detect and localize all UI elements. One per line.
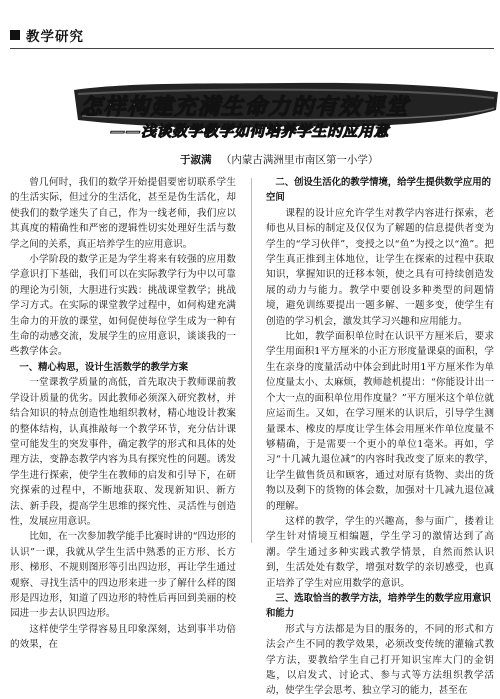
left-column: [10, 175, 236, 653]
paragraph: 一堂课教学质量的高低，首先取决于教师课前教学设计质量的优劣。因此教师必须深入研究教材，并结合知识的特点创造性地组织教材，精心地设计教案的整体结构，认真推敲每一个教学环节，充分估计课堂可能发生的突发事件，确定教学的形式和具体的处理方法，变静态教学内容为具有探究性的问题。诱发学生进行探索，使学生在教师的启发和引导下，在研究探索的过程中，不断地获取、发现新知识、新方法、新手段，提高学生思维的探究性、灵活性与创造性，发展应用意识。: [10, 377, 236, 527]
paragraph: 形式与方法都是为目的服务的，不同的形式和方法会产生不同的教学效果，必须改变传统的灌输式教学方法，要教给学生自己打开知识宝库大门的金钥匙，以启发式、讨论式、参与式等方法组织教学活动，使学生学会思考、独立学习的能力，甚至在: [266, 623, 494, 697]
section-heading: 一、精心构思，设计生活数学的教学方案: [19, 361, 189, 373]
author-name: 于淑满: [180, 154, 212, 166]
author-line: [180, 152, 378, 167]
right-column: [266, 175, 494, 699]
paragraph: 比如，教学面积单位时在认识平方厘米后，要求学生用面积1平方厘米的小正方形度量课桌的面积，学生在亲身的度量活动中体会到此时用1平方厘米作为单位度量太小、太麻烦，教师趁机提出：“你能设计出一个大一点的面积单位用作度量？”平方厘米这个单位就应运而生。又如，在学习厘米的认识后，引导学生测量课本、橡皮的厚度让学生体会用厘米作单位度量不够精确，于是需要一个更小的单位1毫米。再如，学习“十几减九退位减”的内容时我改变了原来的教学，让学生做售货员和顾客，通过对原有货物、卖出的货物以及剩下的货物的体会数，加强对十几减九退位减的理解。: [266, 331, 494, 512]
article-title: 怎样构建充满生命力的有效课堂: [80, 94, 410, 120]
section-header: [10, 24, 84, 46]
paragraph: 这样的教学，学生的兴趣高，参与面广，搂着让学生针对情境互相编题，学生学习的激情达到了高潮。学生通过多种实践式教学情景，自然而然认识到，生活处处有数学，增强对数学的亲切感受，也真正培养了学生对应用数学的意识。: [266, 515, 494, 589]
article-subtitle: ——浅谈数学教学如何培养学生的应用意: [110, 122, 390, 140]
section-heading: 三、选取恰当的教学方法，培养学生的数学应用意识和能力: [266, 592, 492, 620]
section-heading: 二、创设生活化的教学情境，给学生提供数学应用的空间: [266, 177, 492, 204]
paragraph: 比如，在一次参加教学能手比赛时讲的“四边形的认识”一课，我就从学生生活中熟悉的正方形、长方形、梯形、不规则图形等引出四边形，再让学生通过观察、寻找生活中的四边形来进一步了解什么样的图形是四边形，知道了四边形的特性后再回到美丽的校园进一步去认识四边形。: [10, 531, 236, 620]
paragraph: 曾几何时，我们的数学开始提倡要密切联系学生的生活实际，但过分的生活化，甚至是伪生活化，却使我们的数学迷失了自己，作为一线老师，我们应以其真度的精确性和严密的逻辑性切实处理好生活与数学之间的关系，真正培养学生的应用意识。: [10, 177, 236, 250]
paragraph: 小学阶段的数学正是为学生将来有较强的应用数学意识打下基础，我们可以在实际教学行为中以可靠的理论为引领，大胆进行实践：挑战课堂教学；挑战学习方式。在实际的课堂教学过程中，如何构建充满生命力的开放的课堂，如何促使每位学生成为一种有生命的动感交流，发展学生的应用意识，谈谈我的一些教学体会。: [10, 254, 236, 358]
header-rule: [10, 48, 494, 49]
author-affiliation: （内蒙古满洲里市南区第一小学）: [220, 154, 379, 166]
section-title: 教学研究: [26, 29, 84, 45]
paragraph: 课程的设计应允许学生对教学内容进行探索，老师也从目标的制定及仅仅为了解题的信息提供者变为学生的“学习伙伴”，变授之以“鱼”为授之以“渔”。把学生真正推到主体地位，让学生在探索的过程中获取知识，掌握知识的迁移本领，使之具有可持续创造发展的动力与能力。教学中要创设多种类型的问题情境，避免训练要提出一题多解、一题多变，使学生有创造的学习机会，激发其学习兴趣和应用能力。: [266, 207, 494, 327]
section-square-icon: [10, 30, 20, 40]
paragraph: 这样使学生学得容易且印象深刻，达到事半功倍的效果，在: [10, 623, 236, 651]
column-divider: [251, 178, 252, 543]
